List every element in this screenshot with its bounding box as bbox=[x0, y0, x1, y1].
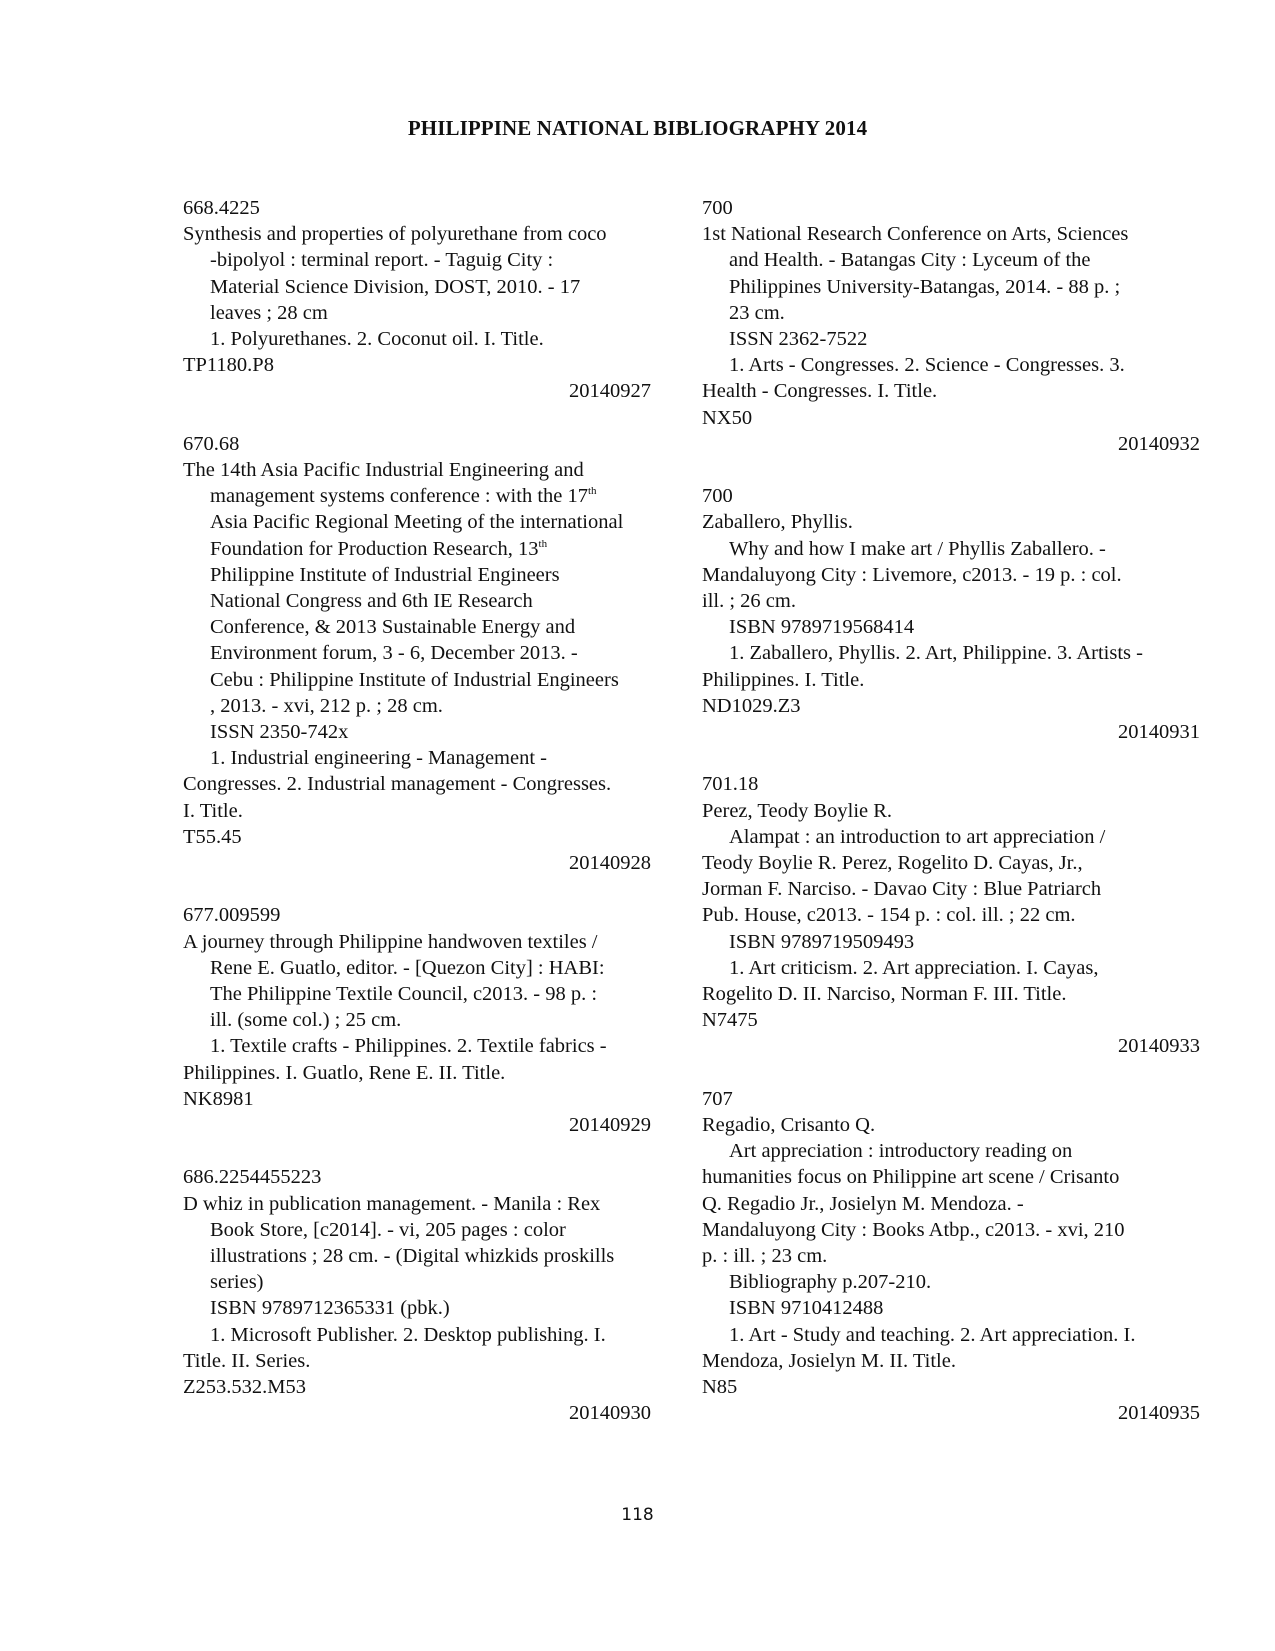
entry-line bbox=[702, 667, 1202, 693]
call-number: N85 bbox=[702, 1376, 738, 1399]
entry-line-text: 1. Zaballero, Phyllis. 2. Art, Philippine. 3. Artists - bbox=[729, 642, 1143, 665]
entry-line bbox=[183, 798, 653, 824]
call-number: T55.45 bbox=[183, 825, 242, 848]
bibliography-entry bbox=[702, 771, 1202, 1059]
class-number: 677.009599 bbox=[183, 904, 281, 927]
entry-line bbox=[183, 1295, 653, 1321]
entry-line bbox=[702, 1191, 1202, 1217]
entry-line bbox=[183, 247, 653, 273]
entry-line bbox=[702, 981, 1202, 1007]
call-number: ND1029.Z3 bbox=[702, 694, 801, 717]
page-title: PHILIPPINE NATIONAL BIBLIOGRAPHY 2014 bbox=[407, 116, 868, 140]
entry-line-text: Cebu : Philippine Institute of Industrial Engineers bbox=[210, 668, 619, 691]
entry-line-text: management systems conference : with the 17 bbox=[210, 485, 588, 508]
entry-line-text: 1. Textile crafts - Philippines. 2. Textile fabrics - bbox=[210, 1035, 607, 1058]
entry-line-text: Title. II. Series. bbox=[183, 1349, 311, 1372]
call-number: Z253.532.M53 bbox=[183, 1376, 306, 1399]
entry-line-text: Philippines. I. Guatlo, Rene E. II. Title. bbox=[183, 1061, 506, 1084]
entry-line-text: Perez, Teody Boylie R. bbox=[702, 799, 893, 822]
entry-line-text: ISBN 9710412488 bbox=[729, 1297, 884, 1320]
entry-line bbox=[702, 929, 1202, 955]
entry-line bbox=[702, 536, 1202, 562]
entry-line-text: Rogelito D. II. Narciso, Norman F. III. Title. bbox=[702, 983, 1067, 1006]
bibliography-entry bbox=[702, 195, 1202, 457]
entry-line-text: 1st National Research Conference on Arts, Sciences bbox=[702, 223, 1129, 246]
entry-line bbox=[183, 1060, 653, 1086]
entry-line bbox=[183, 457, 653, 483]
bibliography-entry bbox=[183, 1164, 653, 1426]
entry-line bbox=[183, 1007, 653, 1033]
entry-line bbox=[183, 719, 653, 745]
entry-line-text: and Health. - Batangas City : Lyceum of the bbox=[729, 249, 1091, 272]
entry-line-text: Synthesis and properties of polyurethane from coco bbox=[183, 223, 607, 246]
bibliography-entry bbox=[183, 195, 653, 405]
entry-line-text: Mendoza, Josielyn M. II. Title. bbox=[702, 1349, 956, 1372]
entry-line bbox=[183, 509, 653, 535]
entry-line-text: Asia Pacific Regional Meeting of the international bbox=[210, 511, 624, 534]
call-number: NK8981 bbox=[183, 1087, 254, 1110]
class-number: 670.68 bbox=[183, 432, 240, 455]
entry-line-text: , 2013. - xvi, 212 p. ; 28 cm. bbox=[210, 694, 443, 717]
entry-line bbox=[702, 274, 1202, 300]
entry-line-text: humanities focus on Philippine art scene / Crisanto bbox=[702, 1166, 1120, 1189]
entry-line-text: ISBN 9789719509493 bbox=[729, 930, 915, 953]
entry-line-text: National Congress and 6th IE Research bbox=[210, 590, 533, 613]
entry-line bbox=[183, 326, 653, 352]
entry-line bbox=[702, 326, 1202, 352]
entry-line-text: ISBN 9789719568414 bbox=[729, 616, 915, 639]
entry-line-text: 1. Microsoft Publisher. 2. Desktop publishing. I. bbox=[210, 1323, 606, 1346]
entry-line-text: Environment forum, 3 - 6, December 2013. - bbox=[210, 642, 578, 665]
entry-line bbox=[183, 1191, 653, 1217]
entry-line-text: Mandaluyong City : Books Atbp., c2013. - xvi, 210 bbox=[702, 1218, 1125, 1241]
entry-line-text: The Philippine Textile Council, c2013. - 98 p. : bbox=[210, 983, 598, 1006]
class-number: 668.4225 bbox=[183, 197, 260, 219]
class-number: 700 bbox=[702, 485, 733, 508]
entry-line bbox=[702, 1164, 1202, 1190]
entry-line-text: Regadio, Crisanto Q. bbox=[702, 1114, 876, 1137]
entry-line-text: Art appreciation : introductory reading on bbox=[729, 1140, 1073, 1163]
entry-line-text: Why and how I make art / Phyllis Zaballero. - bbox=[729, 537, 1106, 560]
entry-line-text: ill. (some col.) ; 25 cm. bbox=[210, 1009, 402, 1032]
entry-line bbox=[702, 1348, 1202, 1374]
entry-line-text: 1. Industrial engineering - Management - bbox=[210, 747, 547, 770]
entry-line bbox=[702, 562, 1202, 588]
entry-line-text: Foundation for Production Research, 13 bbox=[210, 537, 539, 560]
entry-line-text: 1. Arts - Congresses. 2. Science - Congresses. 3. bbox=[729, 354, 1125, 377]
entry-line-text: The 14th Asia Pacific Industrial Engineering and bbox=[183, 459, 584, 482]
entry-line-text: Zaballero, Phyllis. bbox=[702, 511, 853, 534]
entry-line bbox=[702, 1295, 1202, 1321]
entry-line bbox=[702, 876, 1202, 902]
entry-line bbox=[702, 850, 1202, 876]
entry-line-text: 1. Art criticism. 2. Art appreciation. I. Cayas, bbox=[729, 956, 1099, 979]
entry-line-text: ISSN 2350-742x bbox=[210, 721, 349, 744]
entry-line-text: Mandaluyong City : Livemore, c2013. - 19 p. : col. bbox=[702, 563, 1122, 586]
entry-line-text: Bibliography p.207-210. bbox=[729, 1271, 932, 1294]
entry-line bbox=[702, 1112, 1202, 1138]
entry-line-text: D whiz in publication management. - Manila : Rex bbox=[183, 1192, 601, 1215]
entry-line-text: Teody Boylie R. Perez, Rogelito D. Cayas, Jr., bbox=[702, 852, 1083, 875]
entry-line bbox=[183, 483, 653, 509]
entry-line bbox=[702, 378, 1202, 404]
entry-line bbox=[183, 955, 653, 981]
entry-line-text: leaves ; 28 cm bbox=[210, 301, 328, 324]
control-number: 20140932 bbox=[1118, 432, 1200, 455]
entry-line bbox=[183, 1243, 653, 1269]
entry-line bbox=[183, 745, 653, 771]
entry-line-text: Conference, & 2013 Sustainable Energy and bbox=[210, 616, 576, 639]
entry-line-text: Q. Regadio Jr., Josielyn M. Mendoza. - bbox=[702, 1192, 1024, 1215]
entry-line-text: -bipolyol : terminal report. - Taguig City : bbox=[210, 249, 554, 272]
page-number: 118 bbox=[621, 1505, 654, 1525]
right-column bbox=[702, 195, 1202, 1453]
entry-line bbox=[183, 274, 653, 300]
entry-line bbox=[183, 536, 653, 562]
entry-line bbox=[702, 902, 1202, 928]
entry-line bbox=[702, 1138, 1202, 1164]
entry-line bbox=[183, 1348, 653, 1374]
entry-line bbox=[183, 588, 653, 614]
left-column bbox=[183, 195, 653, 1453]
entry-line-text: Philippines University-Batangas, 2014. - 88 p. ; bbox=[729, 275, 1121, 298]
call-number: NX50 bbox=[702, 406, 753, 429]
entry-line-text: ill. ; 26 cm. bbox=[702, 590, 796, 613]
bibliography-entry bbox=[702, 483, 1202, 745]
control-number: 20140931 bbox=[1118, 721, 1200, 744]
entry-line bbox=[183, 1033, 653, 1059]
control-number: 20140933 bbox=[1118, 1035, 1200, 1058]
class-number: 707 bbox=[702, 1087, 733, 1110]
entry-line-text: ISBN 9789712365331 (pbk.) bbox=[210, 1297, 450, 1320]
entry-line bbox=[702, 509, 1202, 535]
entry-line bbox=[183, 771, 653, 797]
entry-line-text: 23 cm. bbox=[729, 301, 785, 324]
ordinal-suffix: th bbox=[588, 485, 597, 498]
entry-line-text: Book Store, [c2014]. - vi, 205 pages : color bbox=[210, 1218, 566, 1241]
entry-line bbox=[183, 1269, 653, 1295]
entry-line bbox=[702, 955, 1202, 981]
entry-line bbox=[183, 929, 653, 955]
bibliography-entry bbox=[702, 1086, 1202, 1427]
class-number: 686.2254455223 bbox=[183, 1166, 322, 1189]
control-number: 20140930 bbox=[569, 1402, 651, 1425]
entry-line bbox=[183, 221, 653, 247]
entry-line bbox=[702, 640, 1202, 666]
entry-line-text: Material Science Division, DOST, 2010. - 17 bbox=[210, 275, 581, 298]
entry-line-text: ISSN 2362-7522 bbox=[729, 328, 868, 351]
entry-line-text: Congresses. 2. Industrial management - Congresses. bbox=[183, 773, 612, 796]
control-number: 20140935 bbox=[1118, 1402, 1200, 1425]
entry-line bbox=[183, 981, 653, 1007]
entry-line bbox=[183, 1217, 653, 1243]
entry-line-text: Rene E. Guatlo, editor. - [Quezon City] : HABI: bbox=[210, 956, 605, 979]
entry-line bbox=[702, 300, 1202, 326]
control-number: 20140927 bbox=[569, 380, 651, 403]
entry-line-text: Jorman F. Narciso. - Davao City : Blue Patriarch bbox=[702, 878, 1102, 901]
entry-line-text: Pub. House, c2013. - 154 p. : col. ill. ; 22 cm. bbox=[702, 904, 1076, 927]
entry-line-text: Philippine Institute of Industrial Engineers bbox=[210, 563, 560, 586]
bibliography-entry bbox=[183, 431, 653, 876]
ordinal-suffix: th bbox=[538, 537, 548, 550]
entry-line bbox=[702, 247, 1202, 273]
entry-line bbox=[702, 1269, 1202, 1295]
call-number: N7475 bbox=[702, 1009, 758, 1032]
entry-line-text: illustrations ; 28 cm. - (Digital whizkids proskills bbox=[210, 1245, 615, 1268]
entry-line-text: 1. Art - Study and teaching. 2. Art appreciation. I. bbox=[729, 1323, 1136, 1346]
entry-line-text: Philippines. I. Title. bbox=[702, 668, 865, 691]
entry-line bbox=[702, 614, 1202, 640]
entry-line bbox=[183, 562, 653, 588]
call-number: TP1180.P8 bbox=[183, 354, 274, 377]
class-number: 700 bbox=[702, 197, 733, 219]
entry-line bbox=[183, 640, 653, 666]
entry-line bbox=[702, 1322, 1202, 1348]
entry-line bbox=[183, 614, 653, 640]
entry-line bbox=[183, 300, 653, 326]
entry-line bbox=[702, 221, 1202, 247]
control-number: 20140928 bbox=[569, 852, 651, 875]
entry-line bbox=[702, 1243, 1202, 1269]
entry-line bbox=[702, 352, 1202, 378]
bibliography-entry bbox=[183, 902, 653, 1138]
entry-line-text: I. Title. bbox=[183, 799, 243, 822]
entry-line bbox=[183, 1322, 653, 1348]
class-number: 701.18 bbox=[702, 773, 759, 796]
entry-line bbox=[702, 798, 1202, 824]
entry-line bbox=[183, 667, 653, 693]
entry-line bbox=[702, 1217, 1202, 1243]
entry-line-text: A journey through Philippine handwoven textiles / bbox=[183, 930, 598, 953]
entry-line-text: Health - Congresses. I. Title. bbox=[702, 380, 938, 403]
entry-line bbox=[183, 693, 653, 719]
control-number: 20140929 bbox=[569, 1114, 651, 1137]
entry-line-text: p. : ill. ; 23 cm. bbox=[702, 1245, 828, 1268]
entry-line-text: Alampat : an introduction to art appreciation / bbox=[729, 825, 1106, 848]
entry-line bbox=[702, 588, 1202, 614]
entry-line bbox=[702, 824, 1202, 850]
entry-line-text: 1. Polyurethanes. 2. Coconut oil. I. Title. bbox=[210, 328, 544, 351]
entry-line-text: series) bbox=[210, 1271, 264, 1294]
